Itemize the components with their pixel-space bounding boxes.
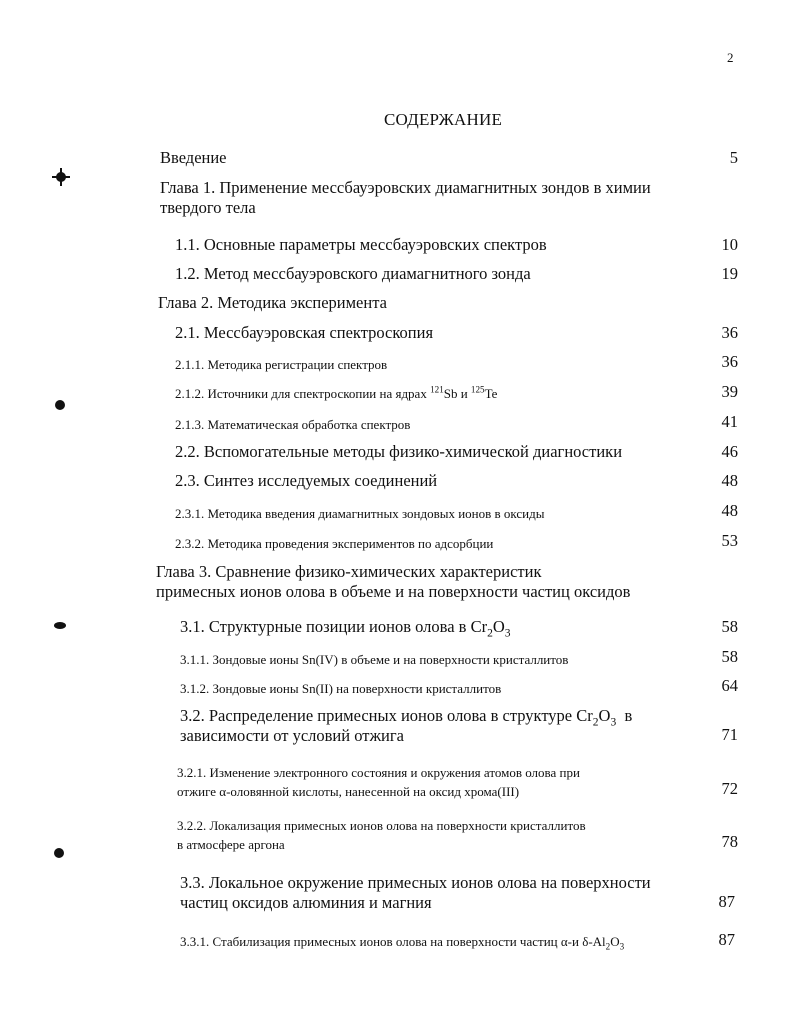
title-mid: O <box>610 934 620 949</box>
toc-entry-title-line2: зависимости от условий отжига <box>180 726 404 745</box>
toc-entry-title-line2: твердого тела <box>160 198 256 217</box>
toc-entry-title-line2: в атмосфере аргона <box>177 837 285 852</box>
margin-mark-icon <box>54 622 66 629</box>
toc-subsection-2-1-3[interactable] <box>175 415 410 434</box>
toc-section-2-2[interactable] <box>175 442 622 462</box>
isotope-te: 125 <box>470 384 485 395</box>
page-number: 2 <box>727 50 734 65</box>
title-mid: O <box>598 706 611 725</box>
toc-entry-title: Глава 2. Методика эксперимента <box>158 293 387 312</box>
margin-mark-icon <box>54 848 64 858</box>
toc-entry-title: 2.1. Мессбауэровская спектроскопия <box>175 323 434 342</box>
toc-page-number: 72 <box>721 779 738 798</box>
toc-page-number: 36 <box>721 323 738 342</box>
toc-section-2-3[interactable] <box>175 471 437 491</box>
toc-page-number: 19 <box>721 264 738 283</box>
toc-page-number: 71 <box>721 725 738 744</box>
page-title: СОДЕРЖАНИЕ <box>384 110 503 129</box>
toc-entry-title-line2: примесных ионов олова в объеме и на поверхности частиц оксидов <box>156 582 631 601</box>
toc-entry-title-line1: Глава 3. Сравнение физико-химических характеристик <box>156 562 542 581</box>
formula-subscript: 3 <box>610 716 617 729</box>
toc-page-number: 58 <box>721 647 738 666</box>
toc-entry-title-line1 <box>180 706 633 729</box>
toc-entry-title: 2.3.1. Методика введения диамагнитных зондовых ионов в оксиды <box>175 506 545 521</box>
toc-page-number: 10 <box>721 235 738 254</box>
title-prefix: 3.2. Распределение примесных ионов олова в структуре Cr <box>180 706 593 725</box>
toc-subsection-3-2-2[interactable] <box>177 816 586 854</box>
toc-page-number: 87 <box>718 892 735 911</box>
toc-entry-title-line1: 3.2.2. Локализация примесных ионов олова на поверхности кристаллитов <box>177 818 586 833</box>
toc-entry-title <box>180 932 624 951</box>
toc-chapter-1[interactable] <box>160 178 651 218</box>
toc-page-number: 53 <box>721 531 738 550</box>
margin-mark-icon <box>55 400 65 410</box>
toc-entry-title: 2.1.3. Математическая обработка спектров <box>175 417 411 432</box>
toc-entry-title: 1.1. Основные параметры мессбауэровских спектров <box>175 235 547 254</box>
toc-page-number: 39 <box>721 382 738 401</box>
toc-entry-title-line2: отжиге α-оловянной кислоты, нанесенной на оксид хрома(III) <box>177 784 520 799</box>
toc-entry-title-line1: 3.3. Локальное окружение примесных ионов олова на поверхности <box>180 873 651 892</box>
title-prefix: 2.1.2. Источники для спектроскопии на ядрах <box>175 386 431 401</box>
toc-chapter-2[interactable] <box>158 293 387 313</box>
toc-section-1-1[interactable] <box>175 235 547 255</box>
title-mid: O <box>492 617 505 636</box>
toc-page-number: 58 <box>721 617 738 636</box>
toc-subsection-3-2-1[interactable] <box>177 763 580 801</box>
toc-entry-title-line1: Глава 1. Применение мессбауэровских диамагнитных зондов в химии <box>160 178 651 197</box>
toc-entry-title: 2.2. Вспомогательные методы физико-химической диагностики <box>175 442 623 461</box>
toc-page-number: 64 <box>721 676 738 695</box>
toc-page-number: 41 <box>721 412 738 431</box>
toc-subsection-2-3-2[interactable] <box>175 534 493 553</box>
toc-page-number: 48 <box>721 501 738 520</box>
toc-page-number: 78 <box>721 832 738 851</box>
formula-subscript: 2 <box>592 716 599 729</box>
isotope-sb: 121 <box>430 384 444 395</box>
toc-subsection-2-1-2[interactable] <box>175 384 497 403</box>
toc-section-3-2[interactable] <box>180 706 632 746</box>
toc-entry-title: 2.1.1. Методика регистрации спектров <box>175 357 388 372</box>
toc-subsection-2-3-1[interactable] <box>175 504 544 523</box>
formula-subscript: 2 <box>605 941 611 952</box>
title-mid: Sb и <box>443 386 471 401</box>
formula-subscript: 3 <box>619 941 625 952</box>
title-prefix: 3.3.1. Стабилизация примесных ионов олова на поверхности частиц α-и δ-Al <box>180 934 606 949</box>
toc-entry-title: 1.2. Метод мессбауэровского диамагнитного зонда <box>175 264 531 283</box>
title-suffix: Te <box>484 386 498 401</box>
toc-entry-title: 3.1.1. Зондовые ионы Sn(IV) в объеме и на поверхности кристаллитов <box>180 652 569 667</box>
title-suffix: в <box>616 706 633 725</box>
toc-entry-title: 2.3.2. Методика проведения экспериментов по адсорбции <box>175 536 494 551</box>
toc-subsection-3-3-1[interactable] <box>180 932 624 951</box>
toc-section-1-2[interactable] <box>175 264 531 284</box>
toc-entry-introduction[interactable] <box>160 148 227 168</box>
toc-entry-title <box>180 617 511 640</box>
toc-section-3-1[interactable] <box>180 617 511 640</box>
toc-entry-title: 2.3. Синтез исследуемых соединений <box>175 471 438 490</box>
toc-section-3-3[interactable] <box>180 873 651 913</box>
formula-subscript: 3 <box>504 627 511 640</box>
toc-page-number: 46 <box>721 442 738 461</box>
toc-entry-title-line2: частиц оксидов алюминия и магния <box>180 893 432 912</box>
toc-entry-title: Введение <box>160 148 227 167</box>
margin-mark-icon <box>56 172 66 182</box>
toc-chapter-3[interactable] <box>156 562 630 602</box>
formula-subscript: 2 <box>487 627 493 640</box>
toc-entry-title-line1: 3.2.1. Изменение электронного состояния и окружения атомов олова при <box>177 765 580 780</box>
toc-entry-title: 3.1.2. Зондовые ионы Sn(II) на поверхности кристаллитов <box>180 681 502 696</box>
toc-page-number: 5 <box>729 148 738 167</box>
toc-entry-title <box>175 384 497 403</box>
toc-subsection-2-1-1[interactable] <box>175 355 387 374</box>
toc-subsection-3-1-2[interactable] <box>180 679 501 698</box>
toc-section-2-1[interactable] <box>175 323 433 343</box>
toc-page-number: 48 <box>721 471 738 490</box>
toc-page-number: 36 <box>721 352 738 371</box>
toc-subsection-3-1-1[interactable] <box>180 650 568 669</box>
toc-page-number: 87 <box>718 930 735 949</box>
title-prefix: 3.1. Структурные позиции ионов олова в Cr <box>180 617 488 636</box>
